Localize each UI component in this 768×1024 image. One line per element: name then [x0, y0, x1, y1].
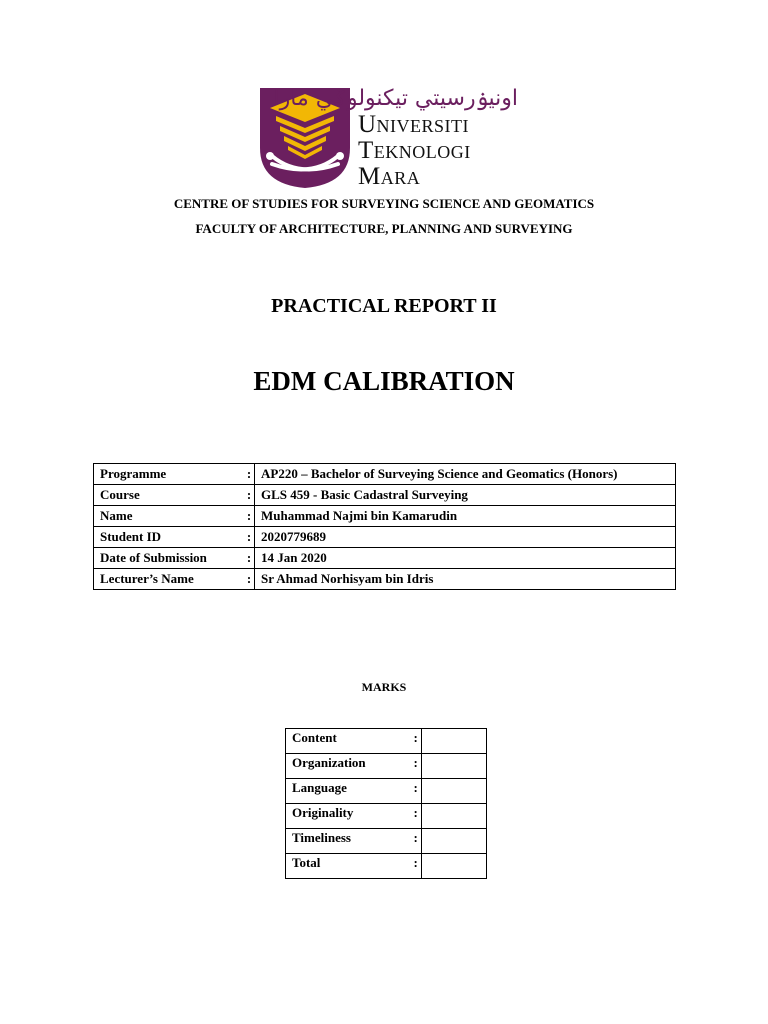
faculty-heading: FACULTY OF ARCHITECTURE, PLANNING AND SURVEYING: [195, 221, 573, 236]
info-colon: :: [244, 464, 255, 485]
marks-value-cell[interactable]: [421, 829, 486, 854]
info-row: [94, 464, 676, 485]
info-label: Date of Submission: [94, 548, 245, 569]
university-logo: [258, 86, 518, 190]
info-row: [94, 569, 676, 590]
info-label: Student ID: [94, 527, 245, 548]
info-label: Name: [94, 506, 245, 527]
info-label: Programme: [94, 464, 245, 485]
report-title: EDM CALIBRATION: [253, 366, 515, 396]
marks-colon: :: [411, 829, 422, 854]
info-value: 2020779689: [255, 527, 676, 548]
student-info-table: [93, 463, 676, 590]
marks-value-cell[interactable]: [421, 854, 486, 879]
info-value: GLS 459 - Basic Cadastral Surveying: [255, 485, 676, 506]
marks-colon: :: [411, 854, 422, 879]
info-value: AP220 – Bachelor of Surveying Science and Geomatics (Honors): [255, 464, 676, 485]
marks-label: Total: [286, 854, 411, 879]
marks-label: Language: [286, 779, 411, 804]
marks-colon: :: [411, 779, 422, 804]
info-row: [94, 506, 676, 527]
marks-row: [286, 754, 487, 779]
info-colon: :: [244, 548, 255, 569]
marks-colon: :: [411, 804, 422, 829]
marks-row: [286, 854, 487, 879]
info-colon: :: [244, 527, 255, 548]
logo-line-mara: Mara: [358, 163, 421, 190]
info-colon: :: [244, 506, 255, 527]
marks-value-cell[interactable]: [421, 804, 486, 829]
info-colon: :: [244, 485, 255, 506]
logo-line-universiti: Universiti: [358, 111, 470, 138]
info-value: Muhammad Najmi bin Kamarudin: [255, 506, 676, 527]
logo-wordmark: [358, 112, 471, 190]
marks-row: [286, 729, 487, 754]
report-type: PRACTICAL REPORT II: [271, 295, 497, 317]
info-row: [94, 527, 676, 548]
marks-row: [286, 829, 487, 854]
marks-label: Timeliness: [286, 829, 411, 854]
info-value: 14 Jan 2020: [255, 548, 676, 569]
marks-value-cell[interactable]: [421, 729, 486, 754]
logo-jawi-script: اونيۏرسيتي تيكنولوݢي مارا: [273, 86, 518, 111]
marks-row: [286, 804, 487, 829]
info-row: [94, 485, 676, 506]
marks-label: Organization: [286, 754, 411, 779]
marks-label: Content: [286, 729, 411, 754]
marks-colon: :: [411, 754, 422, 779]
info-label: Course: [94, 485, 245, 506]
marks-value-cell[interactable]: [421, 754, 486, 779]
info-value: Sr Ahmad Norhisyam bin Idris: [255, 569, 676, 590]
marks-row: [286, 779, 487, 804]
marks-label: Originality: [286, 804, 411, 829]
marks-value-cell[interactable]: [421, 779, 486, 804]
info-row: [94, 548, 676, 569]
marks-table: [285, 728, 487, 879]
centre-heading: CENTRE OF STUDIES FOR SURVEYING SCIENCE AND GEOMATICS: [173, 196, 595, 211]
logo-line-teknologi: Teknologi: [358, 137, 471, 164]
info-label: Lecturer’s Name: [94, 569, 245, 590]
marks-colon: :: [411, 729, 422, 754]
info-colon: :: [244, 569, 255, 590]
marks-heading: MARKS: [361, 680, 407, 694]
